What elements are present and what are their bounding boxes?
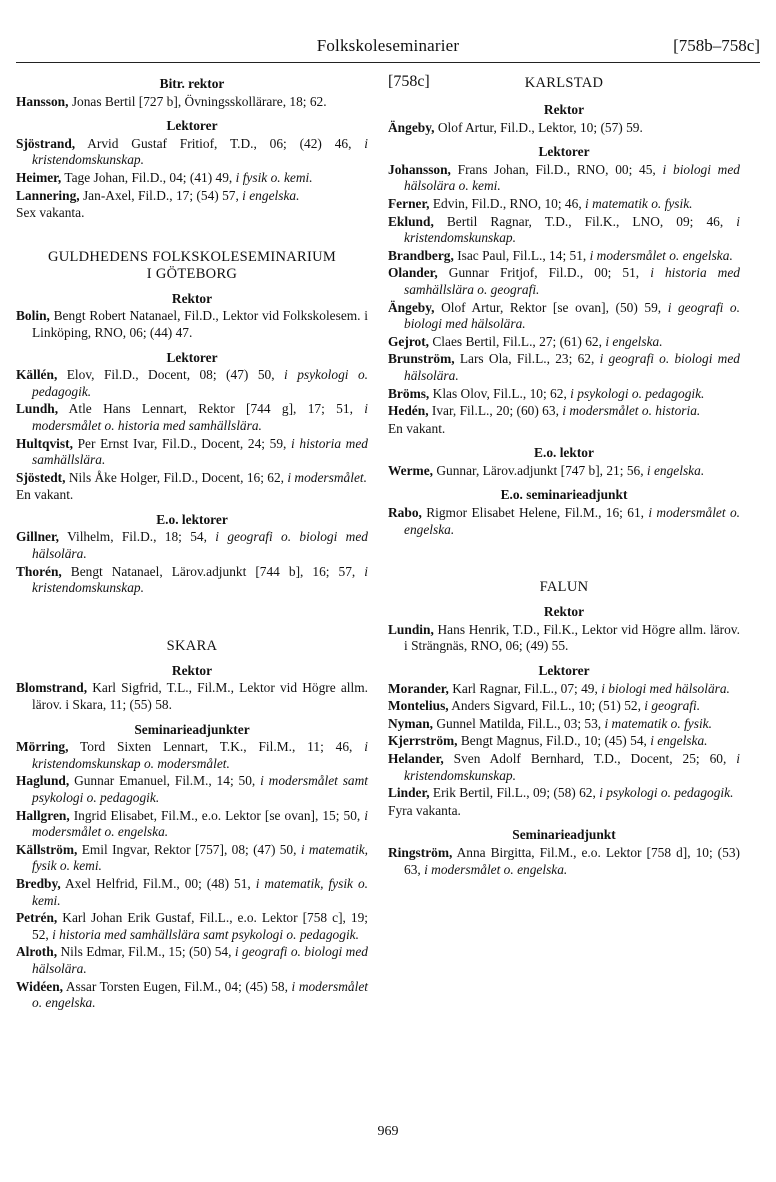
vacancy-note: Sex vakanta. — [16, 205, 85, 221]
staff-subject: i modersmålet o. engelska. — [424, 861, 568, 877]
staff-entry — [388, 214, 740, 247]
staff-name: Källén, — [16, 367, 58, 383]
subheading: Lektorer — [166, 118, 218, 134]
page-header — [16, 28, 760, 63]
staff-name: Rabo, — [388, 505, 422, 521]
staff-subject: i matematik o. fysik. — [604, 715, 712, 731]
subheading: Rektor — [171, 290, 213, 306]
staff-details: Bengt Magnus, Fil.D., 10; (45) 54, — [457, 733, 651, 749]
karlstad-section — [388, 74, 740, 538]
staff-entry — [16, 188, 368, 205]
staff-details: Jan-Axel, Fil.D., 17; (54) 57, — [79, 187, 243, 203]
staff-details: Gunnel Matilda, Fil.L., 03; 53, — [433, 715, 605, 731]
goteborg-section — [16, 249, 368, 597]
staff-entry — [16, 979, 368, 1012]
staff-name: Petrén, — [16, 910, 58, 926]
section-title: KARLSTAD — [524, 75, 604, 91]
staff-entry — [16, 808, 368, 841]
subheading: Lektorer — [538, 144, 590, 160]
staff-entry — [388, 845, 740, 878]
staff-subject: i psykologi o. pedagogik. — [599, 785, 734, 801]
section-title: FALUN — [539, 579, 589, 596]
left-column — [16, 74, 368, 1013]
staff-entry — [388, 196, 740, 213]
staff-subject: i geografi o. biologi med hälsolära. — [404, 351, 740, 383]
staff-subject: i geografi o. biologi med hälsolära. — [32, 944, 368, 976]
staff-subject: i psykologi o. pedagogik. — [570, 385, 705, 401]
staff-name: Gejrot, — [388, 333, 430, 349]
section-title-line2: I GÖTEBORG — [146, 265, 238, 282]
staff-subject: i geografi o. biologi med hälsolära. — [32, 529, 368, 562]
staff-details: Lars Ola, Fil.L., 23; 62, — [454, 351, 600, 367]
staff-details: Bengt Natanael, Lärov.adjunkt [744 b], 16; 57, — [61, 563, 365, 579]
staff-details: Hans Henrik, T.D., Fil.K., Lektor vid Högre allm. lärov. i Strängnäs, RNO, 06; (49) 55. — [404, 621, 740, 654]
staff-name: Ferner, — [388, 195, 430, 211]
subheading: E.o. lektor — [534, 445, 594, 461]
staff-name: Mörring, — [16, 739, 69, 755]
section-range: [758b–758c] — [673, 36, 760, 55]
falun-section — [388, 579, 740, 878]
staff-entry — [388, 351, 740, 384]
staff-entry — [388, 751, 740, 784]
staff-subject: i modersmålet o. historia med samhällslära. — [32, 401, 368, 433]
staff-details: Jonas Bertil [727 b], Övningsskollärare, 18; 62. — [68, 93, 327, 109]
staff-subject: i kristendomskunskap. — [32, 135, 368, 168]
subheading: Rektor — [543, 102, 585, 117]
staff-subject: i historia med samhällslära o. geografi. — [404, 265, 740, 297]
subheading: Lektorer — [166, 349, 218, 365]
staff-details: Ingrid Elisabet, Fil.M., e.o. Lektor [se ovan], 15; 50, — [69, 807, 365, 823]
staff-entry — [16, 529, 368, 562]
staff-subject: i modersmålet o. engelska. — [32, 807, 368, 840]
staff-name: Sjöstedt, — [16, 469, 66, 485]
staff-name: Ringström, — [388, 844, 453, 860]
staff-subject: i historia med samhällslära samt psykologi o. pedagogik. — [52, 926, 359, 942]
staff-entry — [16, 436, 368, 469]
staff-subject: i modersmålet o. engelska. — [32, 978, 368, 1011]
staff-subject: i biologi med hälsolära o. kemi. — [404, 161, 740, 194]
staff-entry — [388, 403, 740, 420]
staff-subject: i engelska. — [646, 462, 705, 478]
staff-entry — [16, 910, 368, 943]
staff-details: Gunnar Fritjof, Fil.D., 00; 51, — [437, 265, 651, 281]
staff-details: Isac Paul, Fil.L., 14; 51, — [453, 247, 590, 263]
staff-name: Hansson, — [16, 93, 69, 109]
staff-subject: i biologi med hälsolära. — [601, 680, 730, 696]
staff-name: Haglund, — [16, 773, 70, 789]
vacancy-note: En vakant. — [16, 487, 74, 503]
staff-name: Brandberg, — [388, 247, 454, 263]
vacancy-note: En vakant. — [388, 420, 446, 436]
staff-entry — [388, 463, 740, 480]
staff-entry — [388, 698, 740, 715]
subheading: E.o. lektorer — [156, 511, 228, 527]
staff-entry — [16, 739, 368, 772]
staff-entry — [388, 733, 740, 750]
right-column — [388, 74, 740, 879]
staff-subject: i modersmålet samt psykologi o. pedagogik. — [32, 773, 369, 805]
staff-entry — [388, 505, 740, 538]
staff-name: Olander, — [388, 265, 438, 281]
staff-subject: i fysik o. kemi. — [235, 169, 313, 185]
staff-details: Claes Bertil, Fil.L., 27; (61) 62, — [429, 333, 606, 349]
staff-name: Hallgren, — [16, 807, 70, 823]
section-title: SKARA — [166, 637, 218, 654]
section-code: [758c] — [388, 73, 430, 90]
staff-details: Karl Ragnar, Fil.L., 07; 49, — [448, 680, 602, 696]
staff-name: Ängeby, — [388, 299, 435, 315]
staff-name: Widéen, — [16, 978, 63, 994]
subheading: E.o. seminarieadjunkt — [500, 487, 628, 503]
staff-entry — [388, 785, 740, 802]
staff-name: Helander, — [388, 751, 444, 766]
subheading: Bitr. rektor — [159, 76, 225, 91]
staff-entry — [16, 170, 368, 187]
subheading: Seminarieadjunkter — [134, 721, 250, 737]
staff-name: Montelius, — [388, 698, 449, 714]
staff-subject: i historia med samhällslära. — [32, 435, 368, 468]
running-title: Folkskoleseminarier — [316, 36, 460, 55]
staff-entry — [388, 334, 740, 351]
staff-name: Ängeby, — [388, 119, 435, 135]
staff-name: Lannering, — [16, 187, 80, 203]
staff-entry — [388, 162, 740, 195]
staff-details: Frans Johan, Fil.D., RNO, 00; 45, — [450, 161, 663, 177]
staff-subject: i matematik, fysik o. kemi. — [32, 841, 368, 874]
staff-details: Edvin, Fil.D., RNO, 10; 46, — [429, 195, 586, 211]
subheading: Seminarieadjunkt — [512, 827, 616, 843]
staff-details: Olof Artur, Rektor [se ovan], (50) 59, — [434, 299, 668, 315]
staff-entry — [388, 120, 740, 137]
staff-name: Hedén, — [388, 403, 429, 419]
staff-name: Werme, — [388, 462, 433, 478]
staff-details: Elov, Fil.D., Docent, 08; (47) 50, — [57, 367, 285, 383]
staff-subject: i kristendomskunskap. — [404, 213, 740, 246]
staff-name: Lundh, — [16, 401, 59, 417]
staff-entry — [388, 716, 740, 733]
staff-subject: i modersmålet o. historia. — [562, 403, 701, 419]
staff-details: Karl Johan Erik Gustaf, Fil.L., e.o. Lektor [758 c], 19; 52, — [32, 910, 368, 942]
subheading: Rektor — [171, 662, 213, 678]
staff-details: Nils Edmar, Fil.M., 15; (50) 54, — [57, 944, 235, 960]
staff-subject: i matematik o. fysik. — [585, 195, 693, 211]
staff-details: Erik Bertil, Fil.L., 09; (58) 62, — [429, 785, 600, 801]
staff-subject: i engelska. — [605, 333, 663, 349]
staff-subject: i kristendomskunskap. — [404, 751, 740, 783]
staff-details: Assar Torsten Eugen, Fil.M., 04; (45) 58, — [63, 978, 292, 994]
staff-details: Axel Helfrid, Fil.M., 00; (48) 51, — [60, 875, 256, 891]
subheading: Rektor — [543, 604, 585, 620]
staff-details: Arvid Gustaf Fritiof, T.D., 06; (42) 46, — [75, 135, 365, 151]
staff-details: Karl Sigfrid, T.L., Fil.M., Lektor vid Högre allm. lärov. i Skara, 11; (55) 58. — [32, 680, 368, 713]
staff-entry — [16, 564, 368, 597]
staff-details: Tord Sixten Lennart, T.K., Fil.M., 11; 46, — [68, 739, 365, 755]
staff-details: Atle Hans Lennart, Rektor [744 g], 17; 51, — [58, 401, 365, 417]
staff-name: Thorén, — [16, 563, 62, 579]
staff-entry — [16, 308, 368, 341]
staff-entry — [388, 622, 740, 655]
staff-details: Olof Artur, Fil.D., Lektor, 10; (57) 59. — [434, 119, 643, 135]
staff-name: Linder, — [388, 785, 430, 801]
staff-name: Blomstrand, — [16, 680, 88, 696]
staff-name: Alroth, — [16, 944, 58, 960]
staff-details: Ivar, Fil.L., 20; (60) 63, — [428, 403, 563, 419]
staff-entry — [16, 944, 368, 977]
staff-details: Anna Birgitta, Fil.M., e.o. Lektor [758 d], 10; (53) 63, — [404, 844, 740, 877]
staff-name: Källström, — [16, 841, 78, 857]
subheading: Lektorer — [538, 663, 590, 679]
staff-entry — [388, 265, 740, 298]
staff-subject: i engelska. — [650, 733, 708, 749]
staff-details: Nils Åke Holger, Fil.D., Docent, 16; 62, — [65, 469, 288, 485]
staff-entry — [16, 680, 368, 713]
staff-name: Heimer, — [16, 169, 62, 185]
staff-name: Nyman, — [388, 715, 434, 731]
staff-subject: i kristendomskunskap. — [32, 563, 368, 596]
staff-details: Bertil Ragnar, T.D., Fil.K., LNO, 09; 46, — [433, 213, 737, 229]
staff-subject: i matematik, fysik o. kemi. — [32, 875, 368, 908]
staff-name: Sjöstrand, — [16, 135, 76, 151]
staff-name: Kjerrström, — [388, 733, 458, 749]
staff-entry — [388, 681, 740, 698]
staff-subject: i geografi. — [644, 698, 701, 714]
staff-subject: i modersmålet o. engelska. — [404, 505, 740, 537]
staff-details: Anders Sigvard, Fil.L., 10; (51) 52, — [448, 698, 645, 714]
staff-entry — [388, 386, 740, 403]
staff-details: Sven Adolf Bernhard, T.D., Docent, 25; 60, — [443, 751, 737, 766]
staff-name: Bredby, — [16, 875, 61, 891]
staff-entry — [16, 773, 368, 806]
staff-entry — [388, 248, 740, 265]
staff-details: Bengt Robert Natanael, Fil.D., Lektor vid Folkskolesem. i Linköping, RNO, 06; (44) 47. — [32, 308, 368, 340]
staff-subject: i modersmålet o. engelska. — [589, 247, 733, 263]
staff-details: Per Ernst Ivar, Fil.D., Docent, 24; 59, — [72, 435, 292, 451]
staff-entry — [16, 367, 368, 400]
staff-details: Rigmor Elisabet Helene, Fil.M., 16; 61, — [421, 505, 649, 521]
staff-name: Bolin, — [16, 308, 50, 324]
staff-entry — [16, 94, 368, 111]
staff-entry — [16, 136, 368, 169]
staff-entry — [16, 842, 368, 875]
staff-name: Brunström, — [388, 351, 455, 367]
staff-details: Gunnar, Lärov.adjunkt [747 b], 21; 56, — [432, 462, 647, 478]
staff-subject: i psykologi o. pedagogik. — [32, 367, 369, 399]
staff-entry — [16, 401, 368, 434]
staff-subject: i kristendomskunskap o. modersmålet. — [32, 739, 368, 771]
staff-name: Gillner, — [16, 529, 60, 545]
staff-name: Lundin, — [388, 621, 434, 637]
staff-entry — [388, 300, 740, 333]
section-title: GULDHEDENS FOLKSKOLESEMINARIUM — [47, 248, 337, 265]
staff-subject: i engelska. — [242, 187, 300, 203]
staff-details: Vilhelm, Fil.D., 18; 54, — [59, 529, 216, 545]
staff-details: Emil Ingvar, Rektor [757], 08; (47) 50, — [77, 841, 301, 857]
staff-subject: i geografi o. biologi med hälsolära. — [404, 299, 740, 332]
staff-details: Gunnar Emanuel, Fil.M., 14; 50, — [69, 773, 261, 789]
intro-section — [16, 76, 368, 222]
skara-section — [16, 638, 368, 1012]
staff-subject: i modersmålet. — [287, 469, 367, 485]
staff-name: Bröms, — [388, 385, 430, 401]
staff-details: Tage Johan, Fil.D., 04; (41) 49, — [61, 169, 236, 185]
staff-entry — [16, 876, 368, 909]
staff-name: Johansson, — [388, 161, 451, 177]
page-number: 969 — [377, 1124, 399, 1139]
staff-entry — [16, 470, 368, 487]
staff-name: Hultqvist, — [16, 435, 73, 451]
staff-details: Klas Olov, Fil.L., 10; 62, — [429, 385, 571, 401]
vacancy-note: Fyra vakanta. — [388, 802, 461, 818]
staff-name: Morander, — [388, 680, 449, 696]
staff-name: Eklund, — [388, 213, 434, 229]
